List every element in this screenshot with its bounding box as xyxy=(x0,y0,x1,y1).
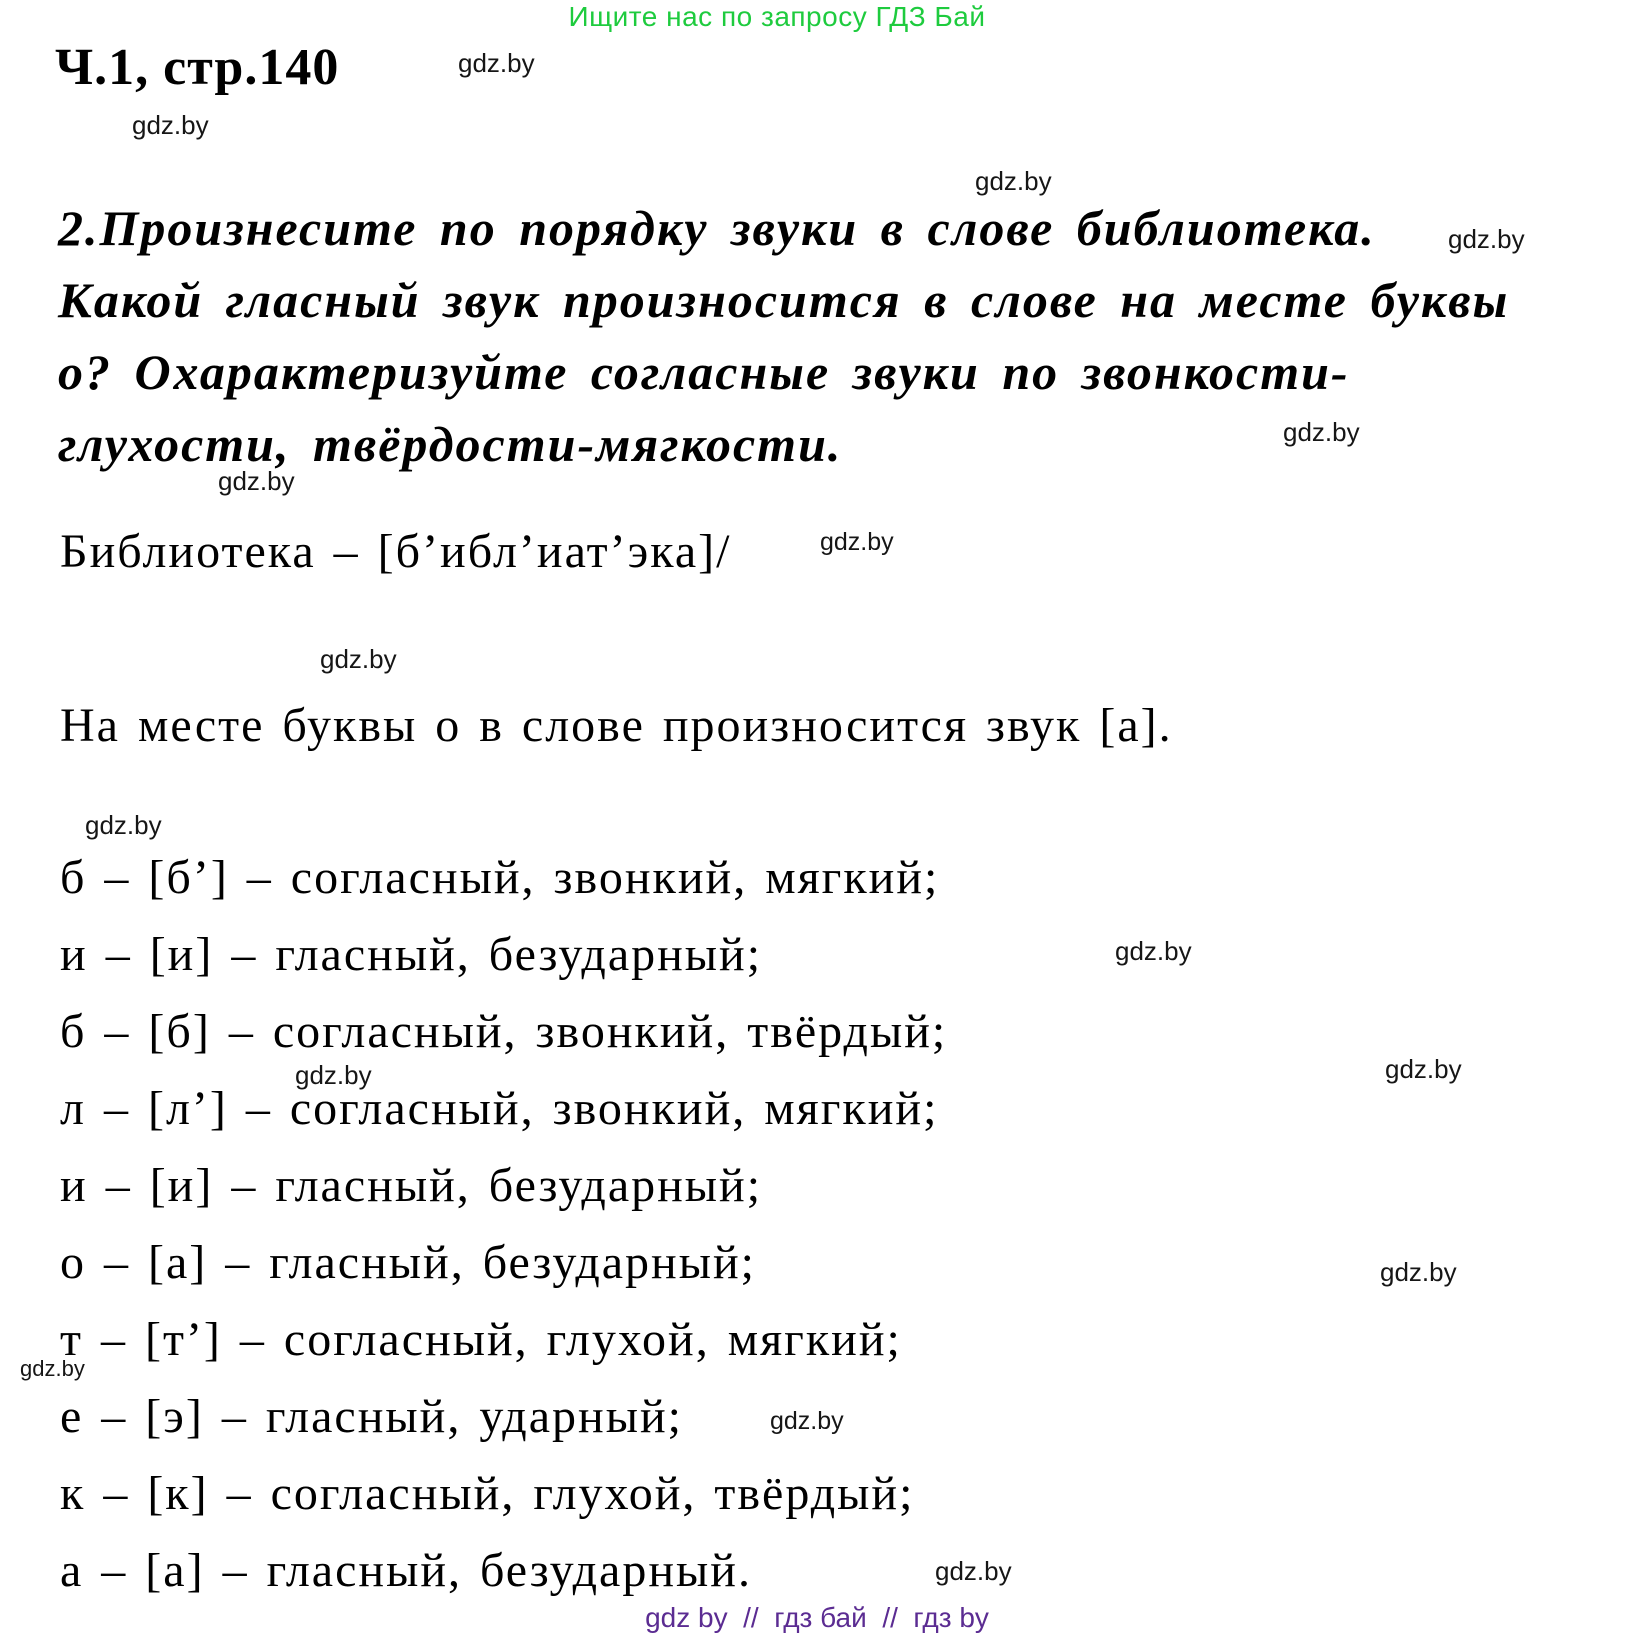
gdz-watermark: gdz.by xyxy=(770,1407,844,1435)
vowel-answer-line: На месте буквы о в слове произносится звук [а]. xyxy=(60,699,1173,752)
page-title: Ч.1, стр.140 xyxy=(55,39,340,96)
task-line: о? Охарактеризуйте согласные звуки по звонкости- xyxy=(58,344,1350,400)
sound-analysis-line: л – [л’] – согласный, звонкий, мягкий; xyxy=(60,1082,939,1135)
footer-credits: gdz by // гдз бай // гдз by xyxy=(645,1602,989,1633)
gdz-watermark: gdz.by xyxy=(1115,936,1192,966)
gdz-watermark: gdz.by xyxy=(1283,417,1360,447)
gdz-watermark: gdz.by xyxy=(1385,1054,1462,1084)
gdz-watermark: gdz.by xyxy=(20,1356,85,1381)
gdz-watermark: gdz.by xyxy=(975,166,1052,196)
sound-analysis-line: б – [б’] – согласный, звонкий, мягкий; xyxy=(60,851,940,904)
sound-analysis-line: и – [и] – гласный, безударный; xyxy=(60,928,763,981)
gdz-watermark: gdz.by xyxy=(295,1060,372,1090)
sound-analysis-line: к – [к] – согласный, глухой, твёрдый; xyxy=(60,1467,915,1520)
gdz-watermark: gdz.by xyxy=(85,810,162,840)
transcription-line: Библиотека – [б’ибл’иат’эка]/ xyxy=(60,525,732,578)
sound-analysis-line: б – [б] – согласный, звонкий, твёрдый; xyxy=(60,1005,948,1058)
sound-analysis-line: и – [и] – гласный, безударный; xyxy=(60,1159,763,1212)
gdz-watermark: gdz.by xyxy=(132,110,209,140)
gdz-watermark: gdz.by xyxy=(218,466,295,496)
gdz-watermark: gdz.by xyxy=(820,528,894,556)
sound-analysis-line: о – [а] – гласный, безударный; xyxy=(60,1236,757,1289)
sound-analysis-line: а – [а] – гласный, безударный. xyxy=(60,1544,752,1597)
task-line: Какой гласный звук произносится в слове на месте буквы xyxy=(58,272,1510,328)
sound-analysis-line: е – [э] – гласный, ударный; xyxy=(60,1390,683,1443)
task-line: 2.Произнесите по порядку звуки в слове библиотека. xyxy=(58,200,1376,256)
gdz-watermark: gdz.by xyxy=(458,48,535,78)
task-line: глухости, твёрдости-мягкости. xyxy=(58,416,843,472)
promo-banner: Ищите нас по запросу ГДЗ Бай xyxy=(568,1,986,32)
sound-analysis-line: т – [т’] – согласный, глухой, мягкий; xyxy=(60,1313,902,1366)
gdz-watermark: gdz.by xyxy=(1448,224,1525,254)
gdz-watermark: gdz.by xyxy=(1380,1257,1457,1287)
gdz-watermark: gdz.by xyxy=(320,644,397,674)
gdz-watermark: gdz.by xyxy=(935,1556,1012,1586)
